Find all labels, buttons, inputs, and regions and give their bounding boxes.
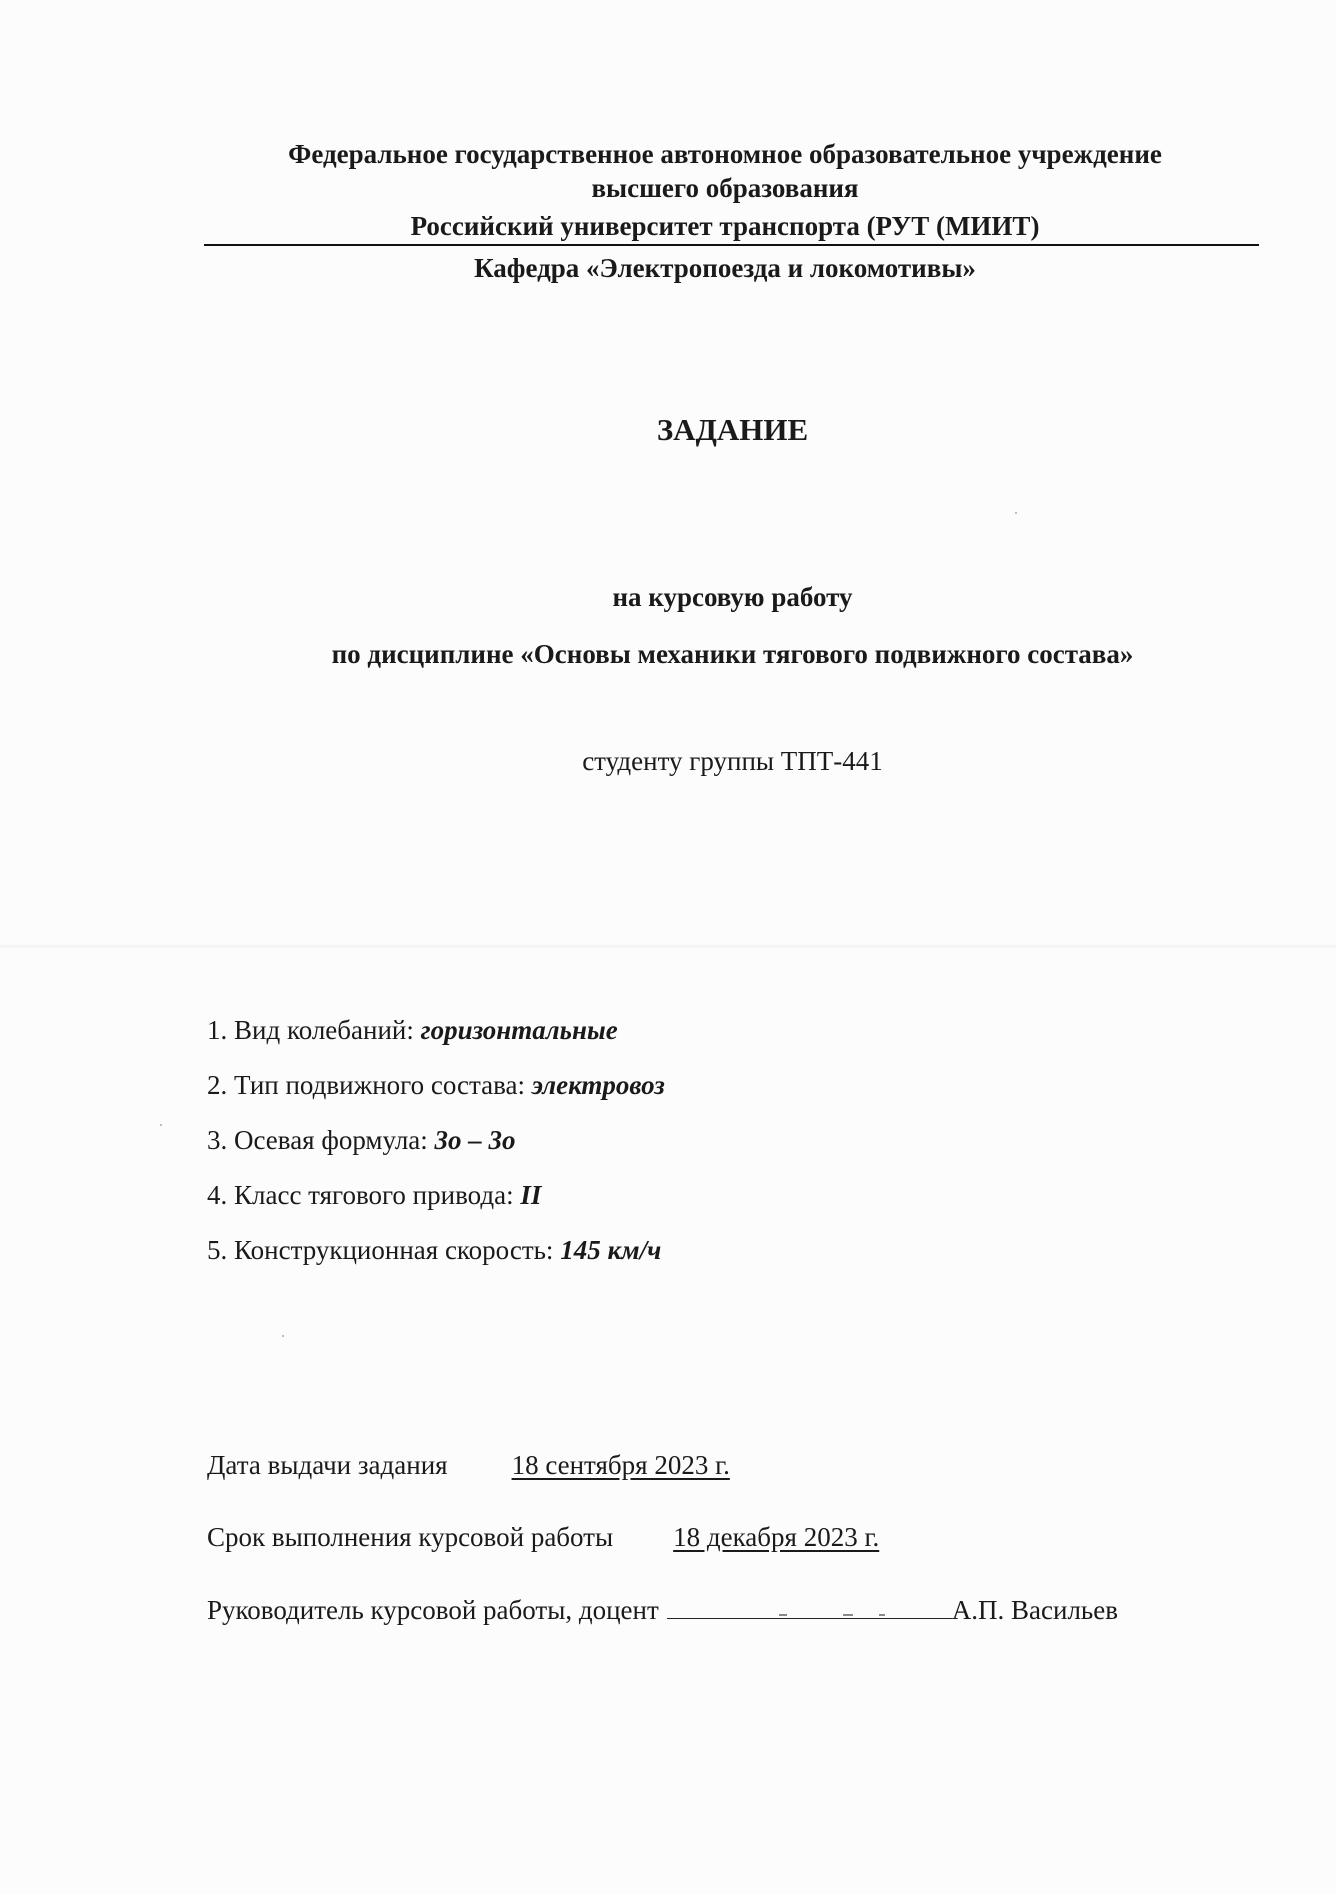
signature-mark <box>779 1614 787 1616</box>
issue-date-value: 18 сентября 2023 г. <box>511 1450 730 1480</box>
signature-mark <box>879 1614 885 1616</box>
parameter-list <box>207 1013 665 1288</box>
parameter-label: 5. Конструкционная скорость: <box>207 1235 561 1265</box>
parameter-item <box>207 1123 665 1178</box>
paper-speck <box>160 1124 162 1126</box>
header-department: Кафедра «Электропоезда и локомотивы» <box>474 253 976 283</box>
parameter-label: 4. Класс тягового привода: <box>207 1180 521 1210</box>
supervisor-name: А.П. Васильев <box>951 1595 1118 1625</box>
parameter-item <box>207 1068 665 1123</box>
supervisor-label: Руководитель курсовой работы, доцент <box>207 1595 659 1625</box>
parameter-value: 145 км/ч <box>560 1235 662 1265</box>
deadline-value: 18 декабря 2023 г. <box>673 1522 880 1552</box>
header-university: Российский университет транспорта (РУТ (МИИТ) <box>410 211 1040 241</box>
paper-speck <box>282 1335 284 1337</box>
parameter-value: II <box>520 1180 542 1210</box>
subtitle-discipline: по дисциплине «Основы механики тягового подвижного состава» <box>331 639 1134 669</box>
parameter-value: горизонтальные <box>420 1015 618 1045</box>
parameter-value: электровоз <box>531 1070 665 1100</box>
deadline-label: Срок выполнения курсовой работы <box>207 1522 614 1552</box>
document-title: ЗАДАНИЕ <box>656 412 809 447</box>
paper-speck <box>1015 512 1017 514</box>
parameter-label: 3. Осевая формула: <box>207 1125 435 1155</box>
header-institution: Федеральное государственное автономное образовательное учреждение <box>288 139 1162 169</box>
recipient-group: студенту группы ТПТ-441 <box>582 746 883 776</box>
supervisor-row <box>207 1593 1118 1627</box>
issue-date-label: Дата выдачи задания <box>207 1450 448 1480</box>
signature-mark <box>843 1614 853 1616</box>
parameter-label: 2. Тип подвижного состава: <box>207 1070 532 1100</box>
header-education-level: высшего образования <box>591 173 859 203</box>
parameter-value: 3о – 3о <box>434 1125 516 1155</box>
issue-date-row <box>207 1448 730 1482</box>
parameter-item <box>207 1233 665 1288</box>
parameter-item <box>207 1178 665 1233</box>
paper-fold <box>0 945 1336 948</box>
signature-line <box>667 1594 952 1619</box>
parameter-item <box>207 1013 665 1068</box>
header-divider <box>204 244 1259 246</box>
subtitle-course-work: на курсовую работу <box>612 582 853 612</box>
parameter-label: 1. Вид колебаний: <box>207 1015 421 1045</box>
deadline-row <box>207 1520 879 1554</box>
